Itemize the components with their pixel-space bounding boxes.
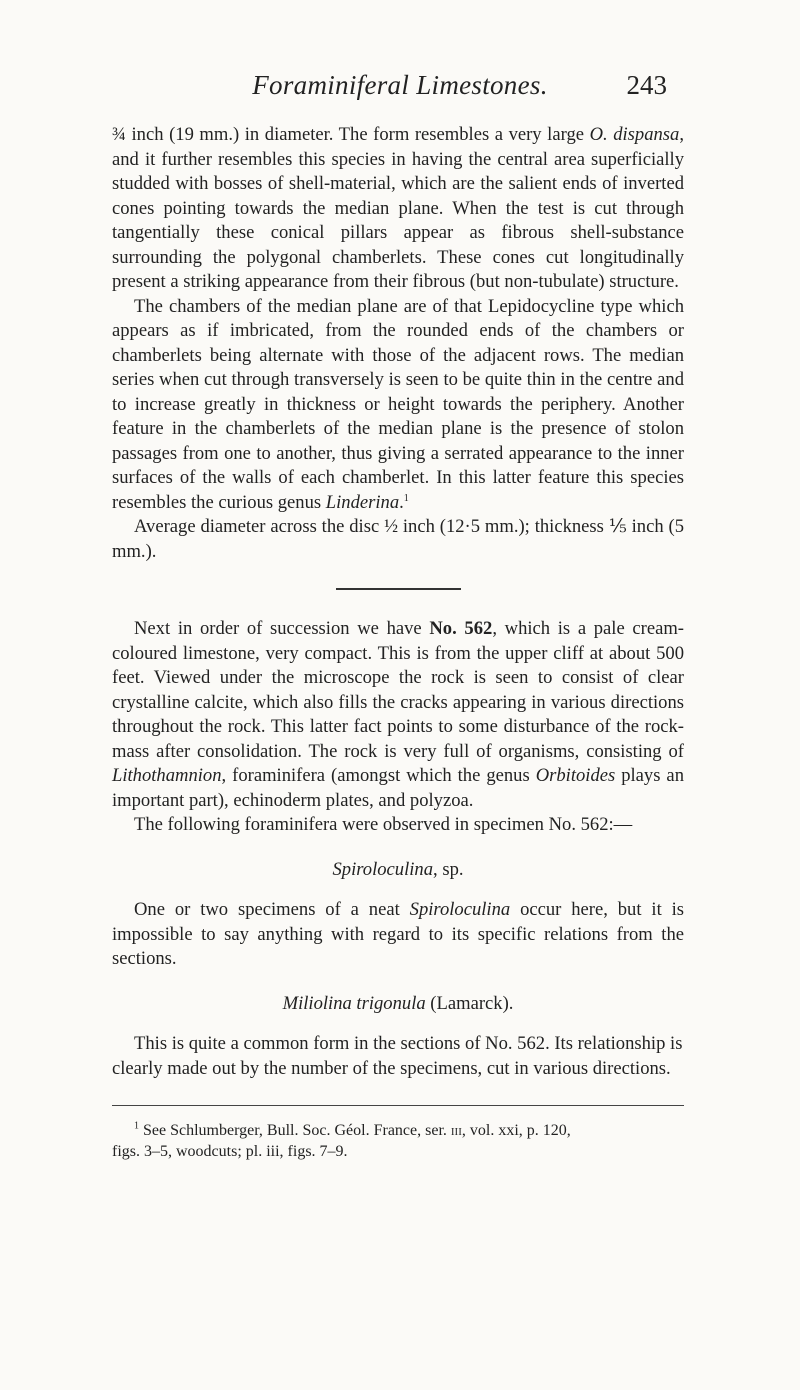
text: Average diameter across the disc ½ inch (12·5 mm.); thickness ⅕ inch (5 mm.).	[112, 516, 684, 562]
running-title: Foraminiferal Limestones.	[252, 70, 548, 100]
page-number: 243	[626, 70, 667, 100]
text: , sp.	[433, 858, 464, 880]
page-header	[0, 70, 800, 110]
text: This is quite a common form in the sections of No. 562. Its relationship is clearly made out by the number of the specimens, cut in various directions.	[112, 1033, 683, 1079]
text: iii	[450, 1122, 462, 1139]
text: The chambers of the median plane are of that Lepidocycline type which appears as if imbricated, from the rounded ends of the chambers or chamberlets being alternate with those of the adjacent rows. The median series when cut through transversely is seen to be quite thin in the centre and to increase greatly in thickness or height towards the periphery. Another feature in the chamberlets of the median plane is the presence of stolon passages from one to another, thus giving a serrated appearance to the inner surfaces of the walls of each chamberlet. In this latter feature this species resembles the curious genus	[112, 295, 684, 513]
species-name: Spiroloculina	[332, 858, 434, 880]
paragraph-4	[112, 617, 684, 813]
footnote	[112, 1120, 684, 1162]
paragraph-7	[112, 1032, 684, 1081]
species-name: Miliolina trigonula	[282, 992, 426, 1014]
genus-name: Orbitoides	[535, 765, 616, 786]
text: (Lamarck).	[425, 992, 514, 1014]
text: , and it further resembles this species in having the central area superficially studded with bosses of shell-material, which are the salient ends of inverted cones pointing towards the median plane. When the test is cut through tangentially these conical pillars appear as fibrous shell-substance surrounding the polygonal chamberlets. These cones cut longitudinally present a striking appearance from their fibrous (but non-tubulate) structure.	[112, 124, 684, 292]
text: ¾ inch (19 mm.) in diameter. The form resembles a very large	[112, 124, 590, 145]
text: occur here, but it is impossible to say anything with regard to its specific relations from the sections.	[112, 899, 685, 969]
text: Next in order of succession we have	[134, 618, 430, 639]
text: , which is a pale cream-coloured limestone, very compact. This is from the upper cliff at about 500 feet. Viewed under the microscope the rock is seen to consist of clear crystalline calcite, which also fills the cracks appearing in various directions throughout the rock. This latter fact points to some disturbance of the rock-mass after consolidation. The rock is very full of organisms, consisting of	[112, 618, 685, 762]
specimen-number: No. 562	[429, 618, 493, 639]
text: See Schlumberger, Bull. Soc. Géol. France, ser.	[143, 1122, 451, 1139]
text: One or two specimens of a neat	[134, 899, 410, 920]
species-name: O. dispansa	[589, 124, 680, 145]
footnote-marker: 1	[134, 1120, 139, 1132]
section-divider	[336, 588, 461, 590]
footnote-ref: 1	[403, 492, 409, 504]
paragraph-3	[112, 515, 684, 564]
text: , vol. xxi, p. 120,	[461, 1122, 571, 1139]
genus-name: Spiroloculina	[409, 899, 511, 920]
body-text	[112, 123, 684, 1162]
paragraph-6	[112, 898, 684, 972]
footnote-divider	[112, 1105, 684, 1106]
paragraph-1	[112, 123, 684, 295]
genus-name: Linderina	[325, 491, 400, 513]
species-heading-2	[112, 992, 684, 1017]
text: , foraminifera (amongst which the genus	[221, 765, 536, 786]
genus-name: Lithothamnion	[112, 765, 222, 786]
text: The following foraminifera were observed in specimen No. 562:—	[134, 814, 633, 835]
paragraph-2: The chambers of the median plane are of that Lepidocycline type which appears as if imbricated, from the rounded ends of the chambers or chamberlets being alternate with those of the adjacent rows. The median series when cut through transversely is seen to be quite thin in the centre and to increase greatly in thickness or height towards the periphery. Another feature in the chamberlets of the median plane is the presence of stolon passages from one to another, thus giving a serrated appearance to the inner surfaces of the walls of each chamberlet. In this latter feature this species resembles the curious genus Linderina.$^1$	[112, 295, 684, 513]
species-heading-1	[112, 858, 684, 883]
text: plays an important part), echinoderm plates, and polyzoa.	[112, 765, 684, 811]
text: figs. 3–5, woodcuts; pl. iii, figs. 7–9.	[112, 1143, 348, 1160]
paragraph-5	[112, 813, 684, 838]
